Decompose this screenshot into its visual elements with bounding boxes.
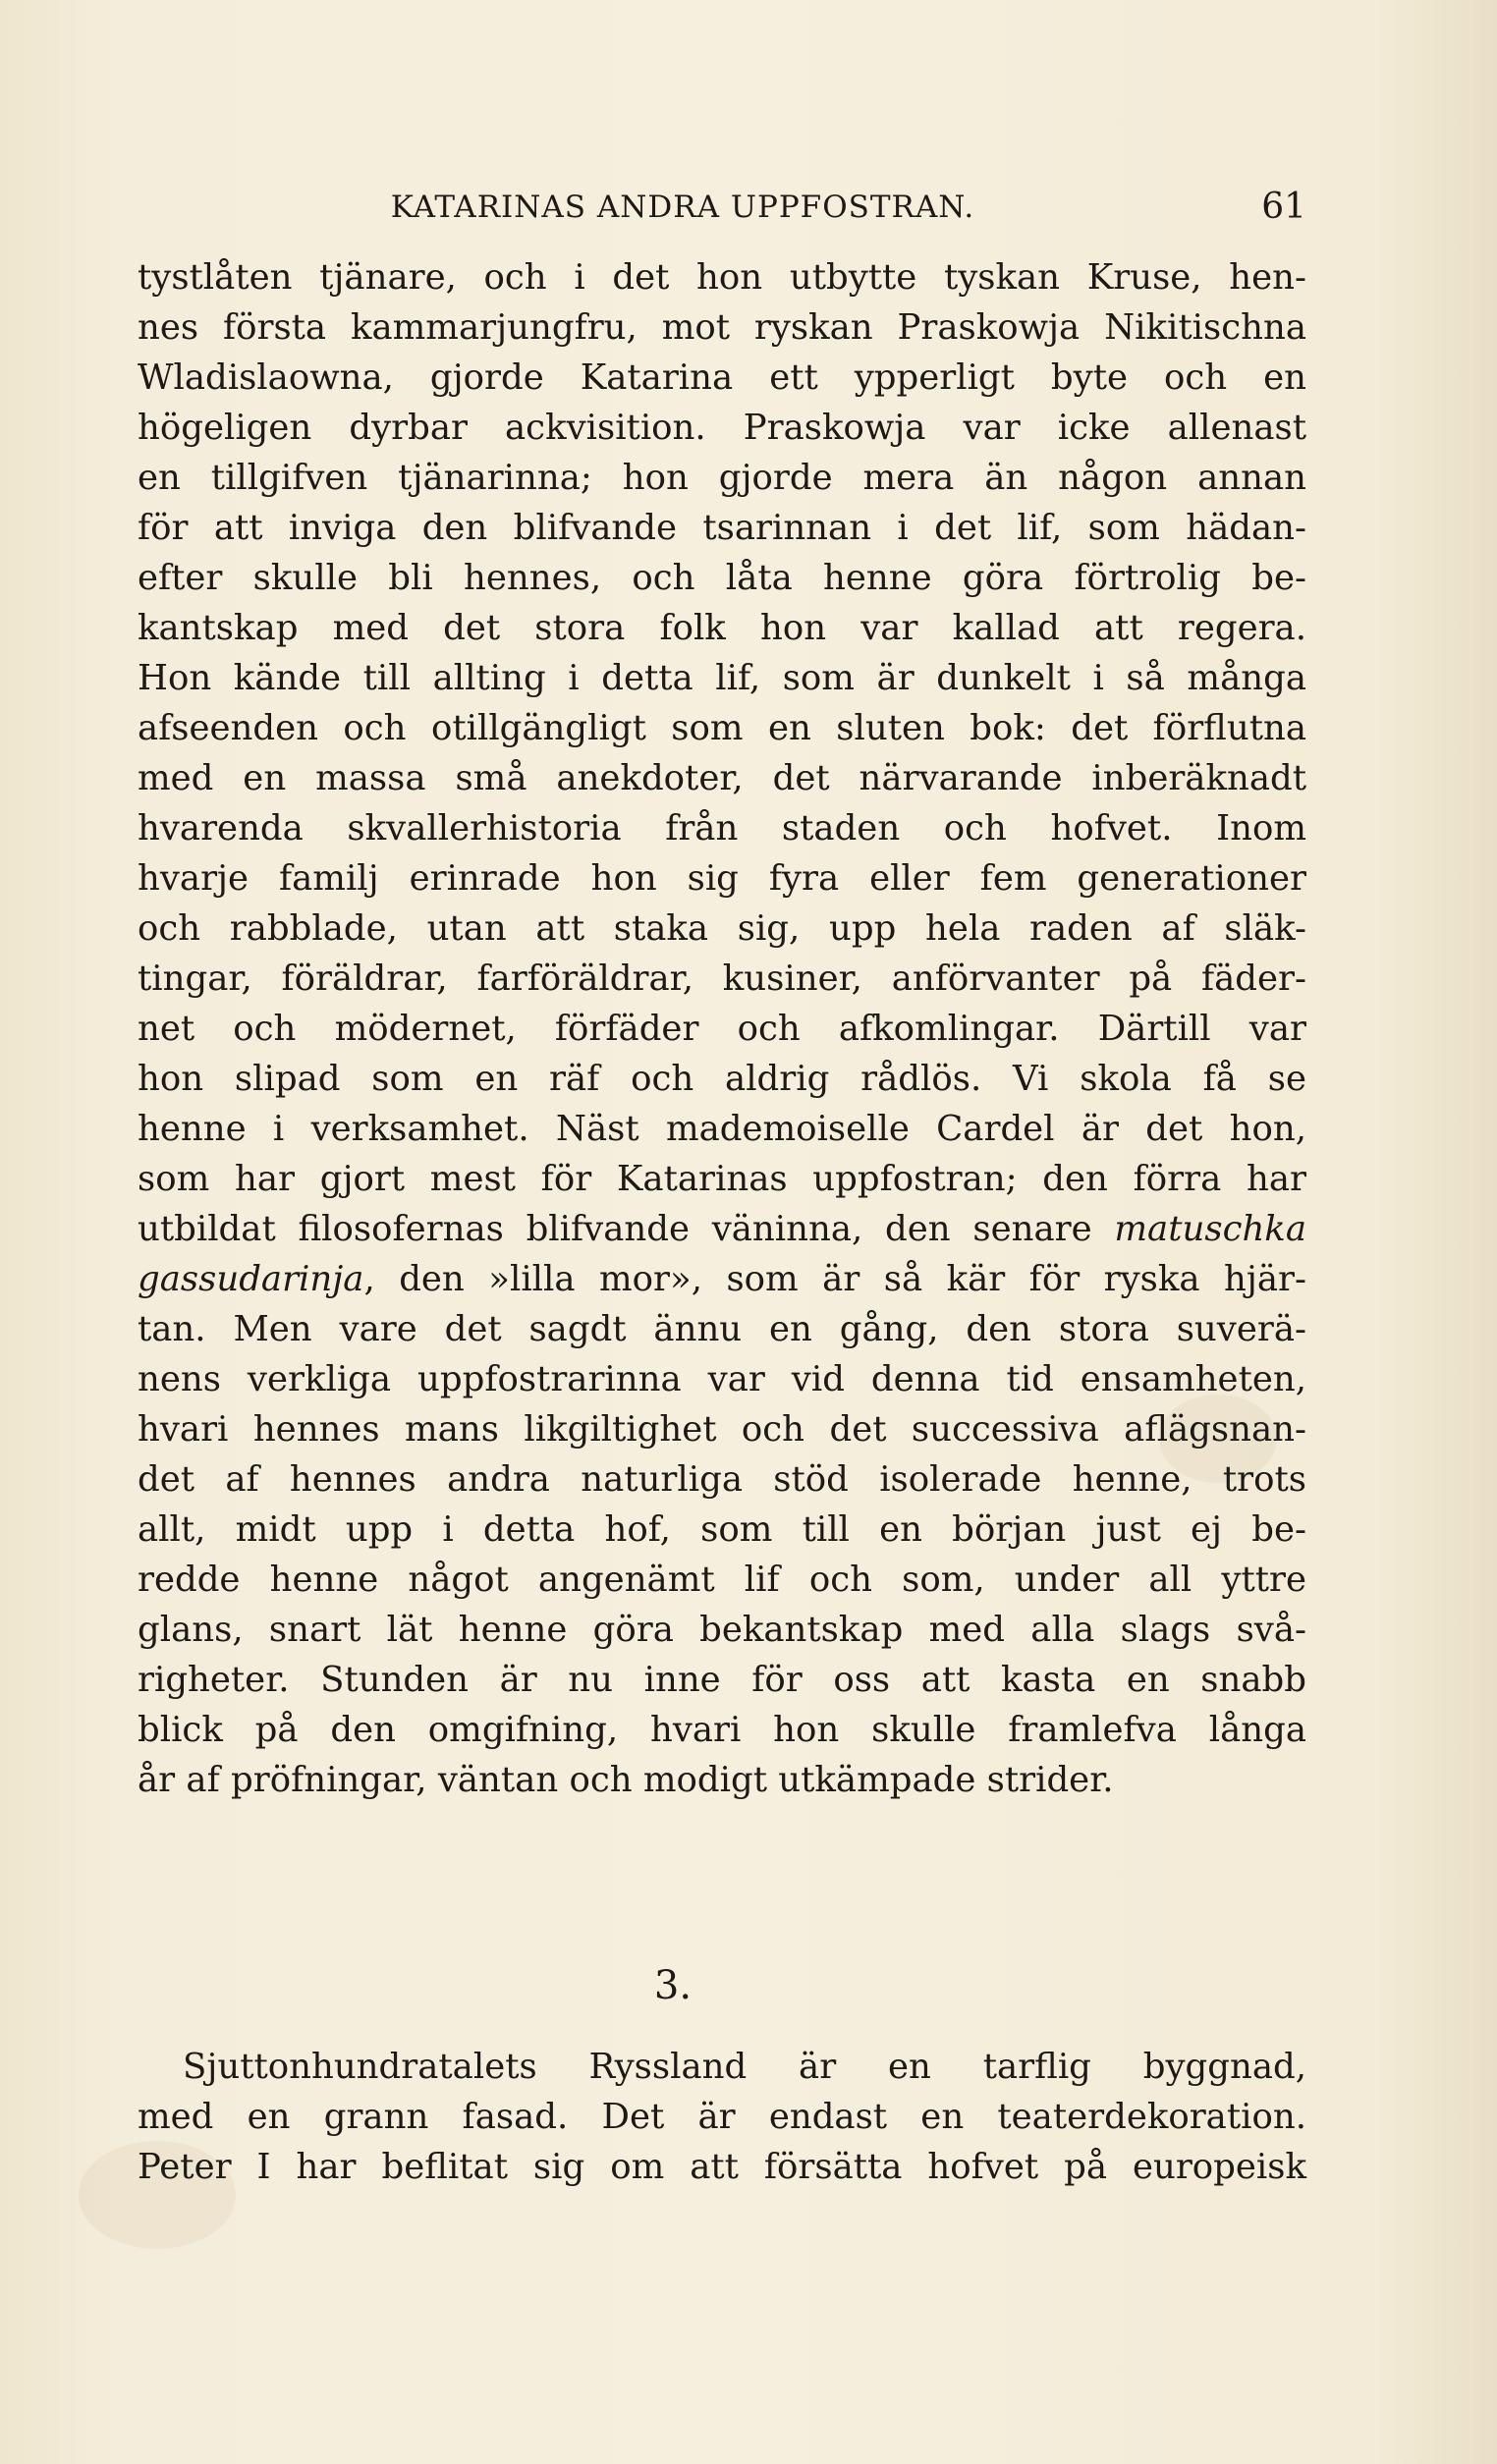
text-line: nes första kammarjungfru, mot ryskan Praskowja Nikitischna bbox=[138, 307, 1306, 348]
text-line: nens verkliga uppfostrarinna var vid denna tid ensamheten, bbox=[138, 1359, 1306, 1399]
text-line: det af hennes andra naturliga stöd isolerade henne, trots bbox=[138, 1459, 1306, 1500]
text-line: kantskap med det stora folk hon var kallad att regera. bbox=[138, 608, 1306, 648]
text-line: net och mödernet, förfäder och afkomlingar. Därtill var bbox=[138, 1009, 1306, 1049]
text-line: Wladislaowna, gjorde Katarina ett ypperligt byte och en bbox=[138, 357, 1306, 398]
italic-term: matuschka bbox=[1114, 1209, 1306, 1249]
text-line: hvarenda skvallerhistoria från staden och hofvet. Inom bbox=[138, 808, 1306, 849]
paragraph-1 bbox=[138, 252, 1306, 1805]
text-line: hvari hennes mans likgiltighet och det successiva aflägsnan- bbox=[138, 1409, 1306, 1450]
page-number: 61 bbox=[1261, 187, 1306, 227]
page-header bbox=[138, 183, 1306, 232]
text-line: högeligen dyrbar ackvisition. Praskowja var icke allenast bbox=[138, 408, 1306, 448]
text-line: Sjuttonhundratalets Ryssland är en tarflig byggnad, bbox=[183, 2047, 1306, 2087]
running-title: KATARINAS ANDRA UPPFOSTRAN. bbox=[390, 190, 975, 225]
text-line: en tillgifven tjänarinna; hon gjorde mera än någon annan bbox=[138, 458, 1306, 498]
italic-term: gassudarinja bbox=[138, 1259, 364, 1299]
text-line: med en massa små anekdoter, det närvarande inberäknadt bbox=[138, 758, 1306, 798]
text-line: efter skulle bli hennes, och låta henne göra förtrolig be- bbox=[138, 558, 1306, 598]
text-line: redde henne något angenämt lif och som, under all yttre bbox=[138, 1560, 1306, 1600]
text-segment: , den »lilla mor», som är så kär för ryska hjär- bbox=[363, 1259, 1306, 1299]
section-number: 3. bbox=[653, 1963, 693, 2008]
text-line: tan. Men vare det sagdt ännu en gång, den stora suverä- bbox=[138, 1309, 1306, 1349]
text-line bbox=[138, 1254, 1306, 1304]
text-line: och rabblade, utan att staka sig, upp hela raden af släk- bbox=[138, 908, 1306, 949]
text-line: tingar, föräldrar, farföräldrar, kusiner, anförvanter på fäder- bbox=[138, 958, 1306, 999]
text-line: afseenden och otillgängligt som en sluten bok: det förflutna bbox=[138, 708, 1306, 748]
text-line: glans, snart lät henne göra bekantskap med alla slags svå- bbox=[138, 1610, 1306, 1650]
text-line: som har gjort mest för Katarinas uppfostran; den förra har bbox=[138, 1159, 1306, 1199]
paragraph-2 bbox=[138, 2042, 1306, 2192]
text-line: righeter. Stunden är nu inne för oss att kasta en snabb bbox=[138, 1660, 1306, 1700]
text-line: Peter I har beflitat sig om att försätta hofvet på europeisk bbox=[138, 2147, 1306, 2187]
text-line: hon slipad som en räf och aldrig rådlös. Vi skola få se bbox=[138, 1059, 1306, 1099]
text-line: år af pröfningar, väntan och modigt utkämpade strider. bbox=[138, 1760, 1114, 1800]
text-line: blick på den omgifning, hvari hon skulle framlefva långa bbox=[138, 1710, 1306, 1750]
text-line: Hon kände till allting i detta lif, som är dunkelt i så många bbox=[138, 658, 1306, 698]
text-line: hvarje familj erinrade hon sig fyra eller fem generationer bbox=[138, 858, 1306, 899]
text-segment: utbildat filosofernas blifvande väninna, den senare bbox=[138, 1209, 1115, 1249]
text-line: henne i verksamhet. Näst mademoiselle Cardel är det hon, bbox=[138, 1109, 1306, 1149]
text-line: för att inviga den blifvande tsarinnan i det lif, som hädan- bbox=[138, 508, 1306, 548]
text-line: allt, midt upp i detta hof, som till en början just ej be- bbox=[138, 1509, 1306, 1550]
text-line: tystlåten tjänare, och i det hon utbytte tyskan Kruse, hen- bbox=[138, 257, 1306, 298]
text-line: med en grann fasad. Det är endast en teaterdekoration. bbox=[138, 2097, 1306, 2137]
text-line bbox=[138, 1204, 1306, 1254]
